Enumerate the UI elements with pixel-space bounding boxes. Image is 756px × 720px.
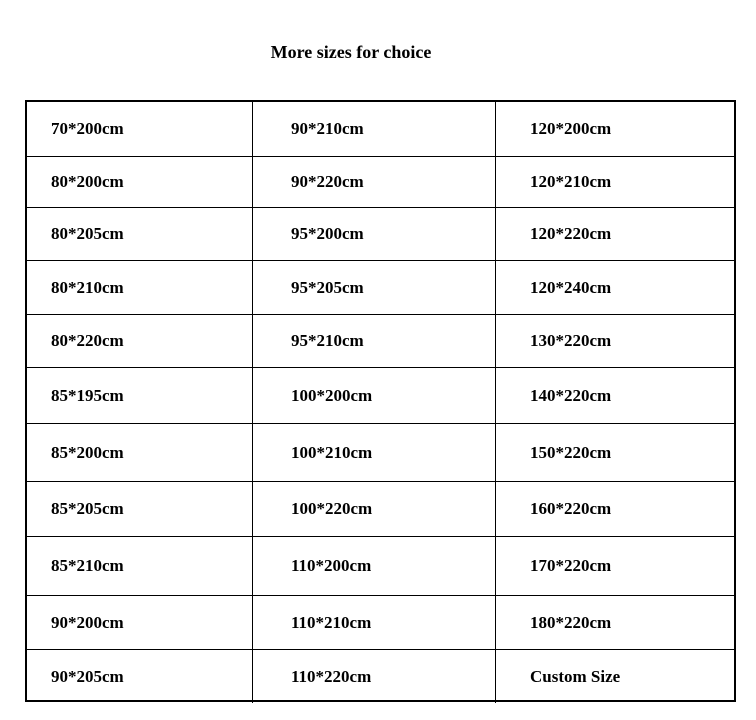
size-cell: 160*220cm [496,482,734,537]
size-table [25,100,736,702]
size-cell: 95*200cm [253,208,496,261]
size-cell: 95*205cm [253,261,496,315]
size-cell: 110*220cm [253,650,496,703]
size-cell: 130*220cm [496,315,734,368]
size-cell: 120*220cm [496,208,734,261]
size-cell: 110*210cm [253,596,496,650]
size-cell: 90*200cm [27,596,253,650]
size-cell: 150*220cm [496,424,734,482]
custom-size-cell: Custom Size [530,666,621,686]
size-cell: 140*220cm [496,368,734,424]
size-cell: 110*200cm [253,537,496,596]
size-cell: 180*220cm [496,596,734,650]
size-cell: 90*210cm [253,102,496,157]
size-cell: 120*240cm [496,261,734,315]
size-cell: 170*220cm [496,537,734,596]
size-cell: 85*210cm [27,537,253,596]
size-cell: 95*210cm [253,315,496,368]
size-cell: 120*210cm [496,157,734,208]
size-cell: 100*220cm [253,482,496,537]
size-cell: 85*200cm [27,424,253,482]
size-cell: 85*205cm [27,482,253,537]
size-cell: 100*210cm [253,424,496,482]
size-cell: 80*200cm [27,157,253,208]
size-cell: 80*205cm [27,208,253,261]
size-cell: 80*210cm [27,261,253,315]
size-cell: 80*220cm [27,315,253,368]
page-title: More sizes for choice [270,42,432,62]
size-cell: 90*205cm [27,650,253,703]
size-cell: 70*200cm [27,102,253,157]
size-cell: 100*200cm [253,368,496,424]
size-cell: 120*200cm [496,102,734,157]
size-cell: 85*195cm [27,368,253,424]
size-cell: 90*220cm [253,157,496,208]
